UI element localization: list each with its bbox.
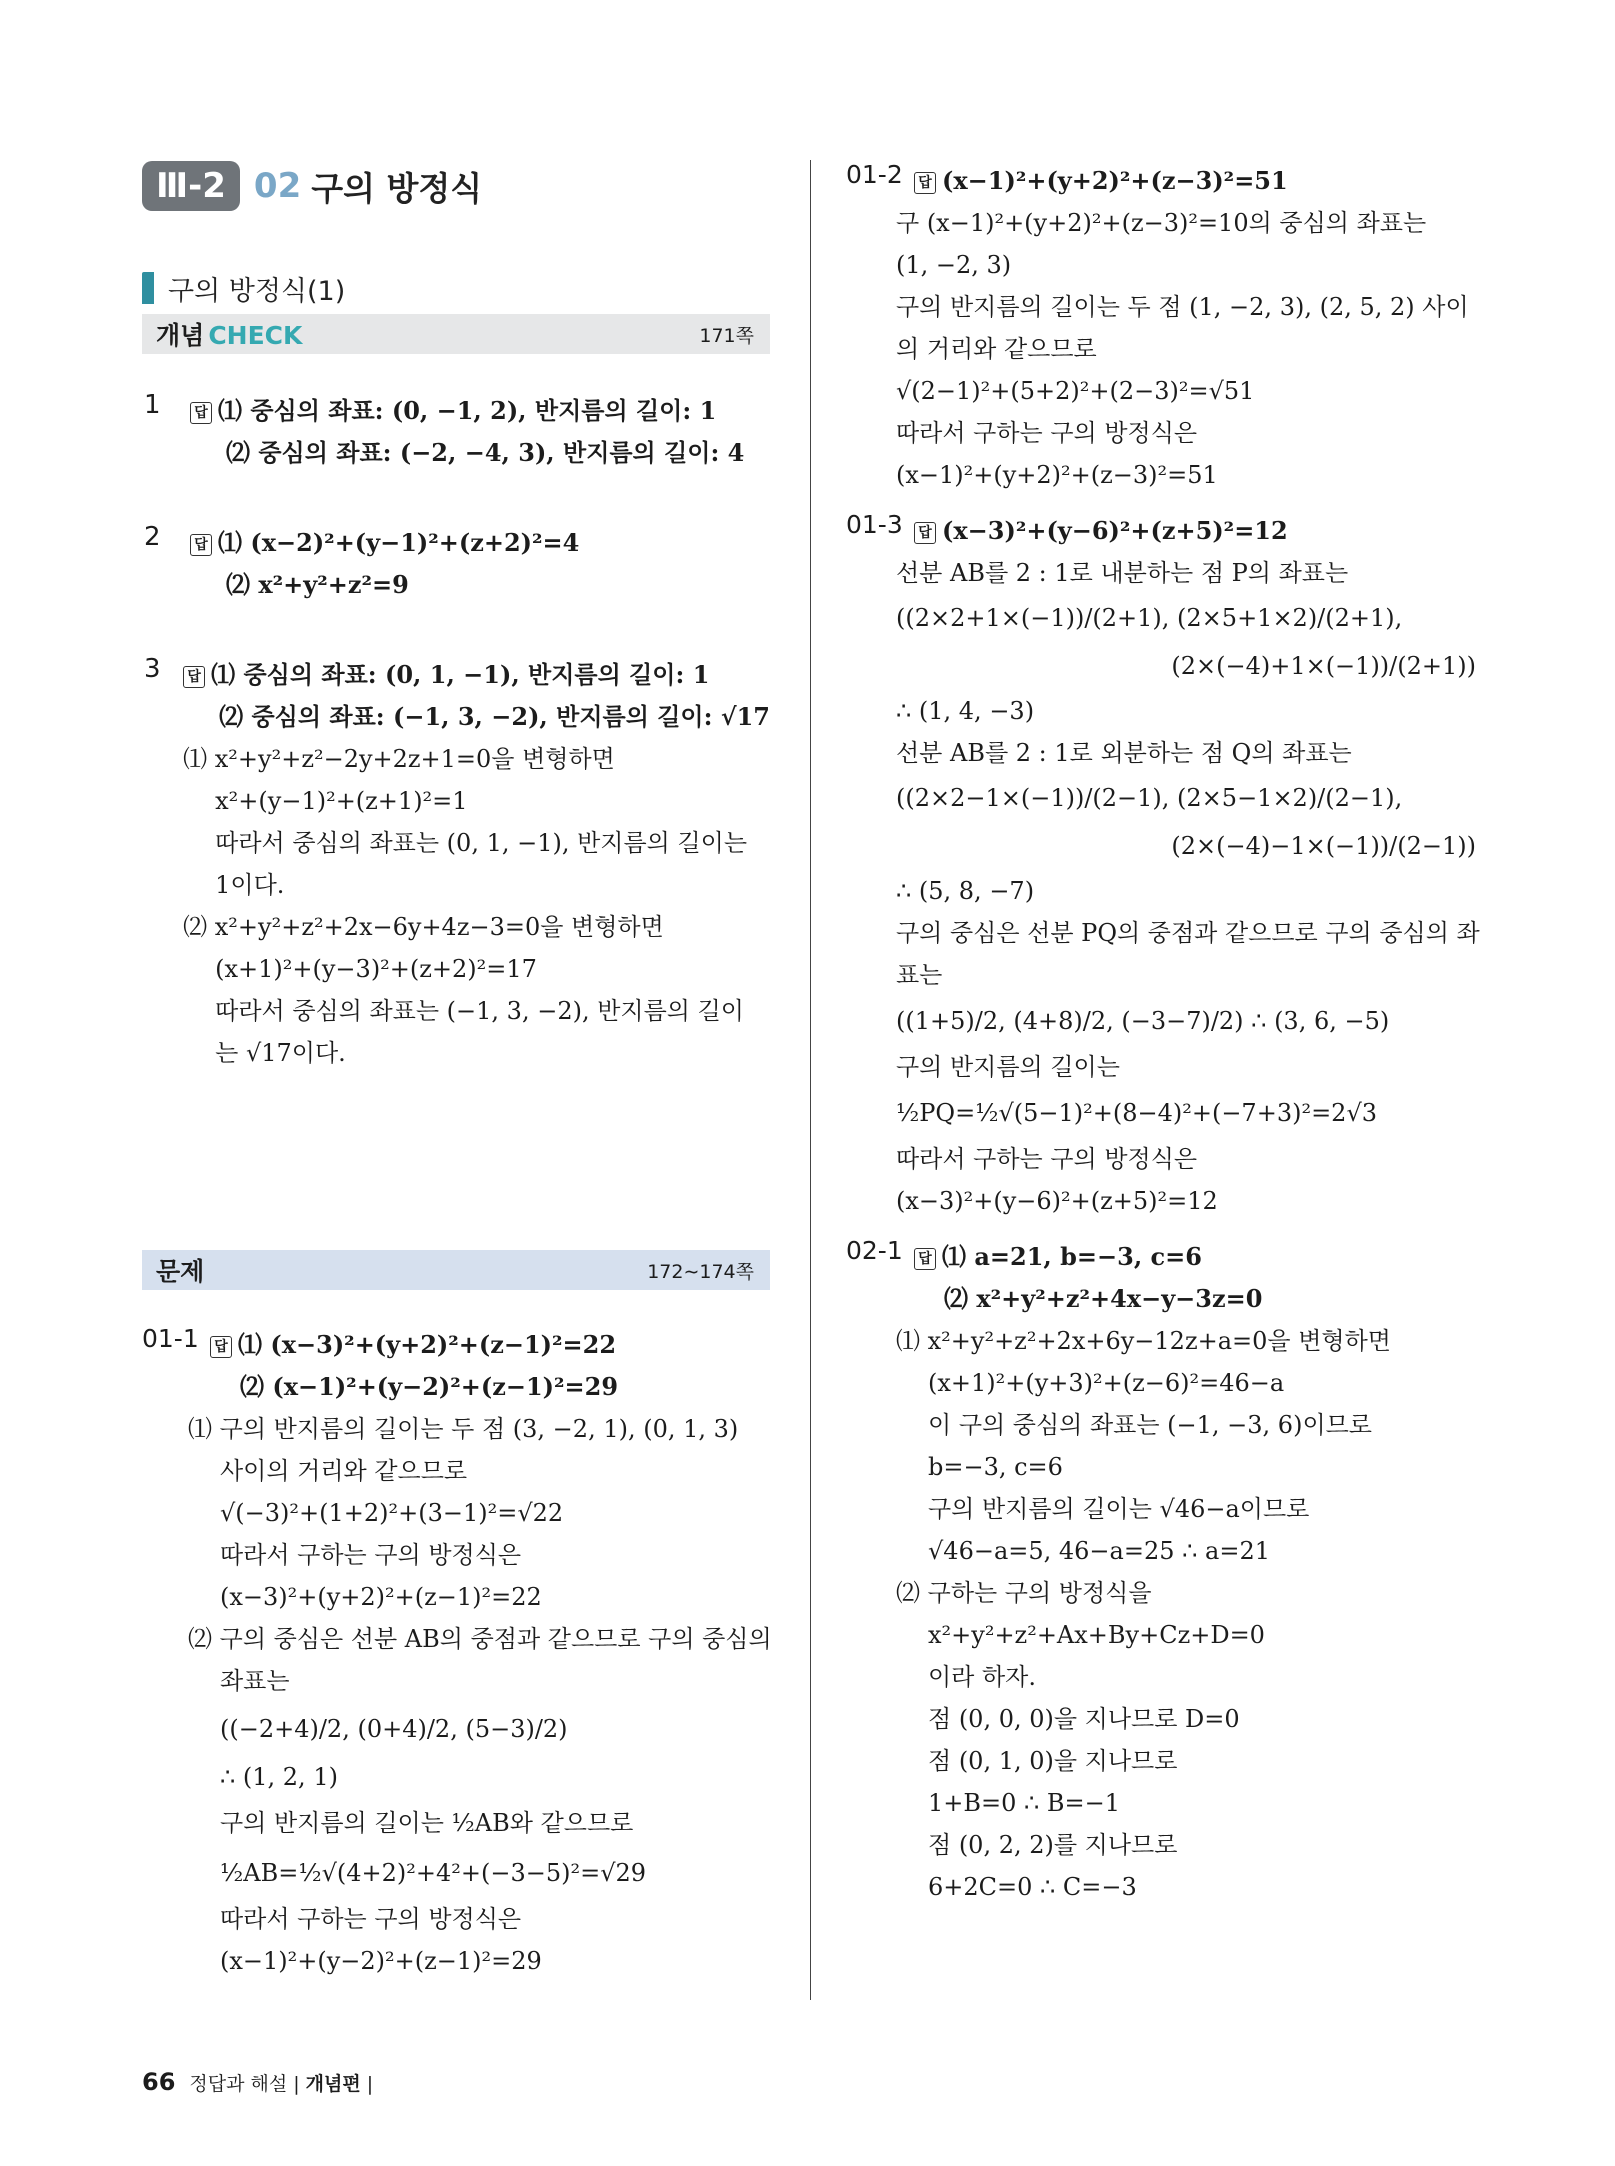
concept-number: 3 [144, 654, 161, 684]
left-column [142, 160, 770, 1982]
explanation-line: 따라서 중심의 좌표는 (−1, 3, −2), 반지름의 길이 [215, 997, 744, 1025]
page-number: 66 [142, 2068, 176, 2096]
problem-number: 01-1 [142, 1324, 199, 1353]
answer-line: ⑵ (x−1)²+(y−2)²+(z−1)²=29 [240, 1372, 619, 1401]
explanation-line: 는 √17이다. [215, 1039, 346, 1067]
column-divider [810, 160, 811, 2000]
answer-line: ⑵ 중심의 좌표: (−2, −4, 3), 반지름의 길이: 4 [226, 438, 745, 467]
explanation-line: ((2×2−1×(−1))/(2−1), (2×5−1×2)/(2−1), [896, 784, 1403, 812]
section-title: 구의 방정식(1) [168, 275, 346, 307]
answer-line: ⑵ x²+y²+z²+4x−y−3z=0 [944, 1284, 1263, 1313]
book-part: 개념편 [305, 2073, 361, 2095]
answer-line: ⑴ (x−2)²+(y−1)²+(z+2)²=4 [218, 528, 580, 557]
concept-item-2 [142, 522, 770, 606]
problem-01-3-explanation [846, 552, 1480, 1222]
explanation-line: ⑵ x²+y²+z²+2x−6y+4z−3=0을 변형하면 [183, 913, 664, 941]
explanation-line: 이 구의 중심의 좌표는 (−1, −3, 6)이므로 [928, 1411, 1372, 1439]
problem-01-1-explanation [142, 1408, 770, 1982]
footer-separator: | [293, 2073, 300, 2095]
answer-line: (x−1)²+(y+2)²+(z−3)²=51 [942, 166, 1288, 195]
explanation-line: ½PQ=½√(5−1)²+(8−4)²+(−7+3)²=2√3 [896, 1099, 1378, 1127]
explanation-line: ½AB=½√(4+2)²+4²+(−3−5)²=√29 [220, 1859, 647, 1887]
answer-icon: 답 [914, 522, 936, 544]
explanation-line: 구의 반지름의 길이는 두 점 (1, −2, 3), (2, 5, 2) 사이 [896, 293, 1469, 321]
problem-number: 01-2 [846, 160, 903, 189]
answer-icon: 답 [210, 1336, 232, 1358]
problem-02-1-explanation [846, 1320, 1476, 1908]
explanation-line: ⑴ 구의 반지름의 길이는 두 점 (3, −2, 1), (0, 1, 3) [188, 1415, 739, 1443]
explanation-line: (2×(−4)+1×(−1))/(2+1)) [1171, 652, 1476, 680]
problem-01-2 [846, 160, 1476, 202]
section-number-mark [142, 272, 154, 304]
explanation-line: 표는 [896, 961, 943, 989]
explanation-line: ⑵ 구하는 구의 방정식을 [896, 1579, 1152, 1607]
explanation-line: ⑴ x²+y²+z²−2y+2z+1=0을 변형하면 [183, 745, 615, 773]
explanation-line: 점 (0, 0, 0)을 지나므로 D=0 [928, 1705, 1240, 1733]
explanation-line: 좌표는 [220, 1667, 290, 1695]
concept-label: 개념 [156, 321, 205, 350]
explanation-line: 구의 반지름의 길이는 ½AB와 같으므로 [220, 1809, 634, 1837]
explanation-line: 점 (0, 1, 0)을 지나므로 [928, 1747, 1178, 1775]
explanation-line: ((−2+4)/2, (0+4)/2, (5−3)/2) [220, 1715, 568, 1743]
explanation-line: 따라서 구하는 구의 방정식은 [220, 1905, 522, 1933]
explanation-line: ⑵ 구의 중심은 선분 AB의 중점과 같으므로 구의 중심의 [188, 1625, 772, 1653]
answer-icon: 답 [190, 402, 212, 424]
chapter-title: 구의 방정식 [311, 168, 483, 208]
explanation-line: 이라 하자. [928, 1663, 1036, 1691]
problem-01-2-explanation [846, 202, 1476, 496]
chapter-number: 02 [253, 166, 302, 206]
page-footer [142, 2068, 379, 2096]
problem-01-3 [846, 510, 1476, 552]
concept-page-ref: 171쪽 [699, 324, 754, 347]
explanation-line: 구의 반지름의 길이는 √46−a이므로 [928, 1495, 1310, 1523]
explanation-line: (x−3)²+(y+2)²+(z−1)²=22 [220, 1583, 542, 1611]
explanation-line: x²+y²+z²+Ax+By+Cz+D=0 [928, 1621, 1265, 1649]
check-label: CHECK [208, 321, 303, 350]
concept-item-3 [142, 654, 770, 1074]
explanation-line: x²+(y−1)²+(z+1)²=1 [215, 787, 468, 815]
explanation-line: 따라서 구하는 구의 방정식은 [896, 1145, 1198, 1173]
explanation-line: √46−a=5, 46−a=25 ∴ a=21 [928, 1537, 1270, 1565]
problem-01-1 [142, 1324, 770, 1408]
explanation-line: (x+1)²+(y+3)²+(z−6)²=46−a [928, 1369, 1285, 1397]
problem-number: 02-1 [846, 1236, 903, 1265]
concept-item-1 [142, 390, 770, 474]
footer-separator: | [366, 2073, 374, 2095]
explanation-line: (1, −2, 3) [896, 251, 1012, 279]
answer-icon: 답 [190, 534, 212, 556]
answer-line: (x−3)²+(y−6)²+(z+5)²=12 [942, 516, 1288, 545]
problem-02-1 [846, 1236, 1476, 1320]
explanation-line: √(−3)²+(1+2)²+(3−1)²=√22 [220, 1499, 564, 1527]
concept-number: 1 [144, 390, 161, 420]
answer-line: ⑴ 중심의 좌표: (0, −1, 2), 반지름의 길이: 1 [218, 396, 717, 425]
answer-line: ⑴ a=21, b=−3, c=6 [942, 1242, 1202, 1271]
explanation-line: 따라서 중심의 좌표는 (0, 1, −1), 반지름의 길이는 [215, 829, 748, 857]
section-heading [142, 270, 770, 306]
explanation-line: 따라서 구하는 구의 방정식은 [220, 1541, 522, 1569]
explanation-line: 1이다. [215, 871, 285, 899]
explanation-line: 선분 AB를 2 : 1로 외분하는 점 Q의 좌표는 [896, 739, 1352, 767]
problem-label: 문제 [156, 1257, 205, 1286]
answer-line: ⑴ 중심의 좌표: (0, 1, −1), 반지름의 길이: 1 [211, 660, 710, 689]
answer-line: ⑵ 중심의 좌표: (−1, 3, −2), 반지름의 길이: √17 [219, 702, 770, 731]
explanation-line: ∴ (5, 8, −7) [896, 877, 1035, 905]
explanation-line: 구의 중심은 선분 PQ의 중점과 같으므로 구의 중심의 좌 [896, 919, 1480, 947]
explanation-line: (x−1)²+(y−2)²+(z−1)²=29 [220, 1947, 542, 1975]
explanation-line: b=−3, c=6 [928, 1453, 1063, 1481]
answer-icon: 답 [183, 666, 205, 688]
explanation-line: 6+2C=0 ∴ C=−3 [928, 1873, 1137, 1901]
problem-number: 01-3 [846, 510, 903, 539]
explanation-line: 구 (x−1)²+(y+2)²+(z−3)²=10의 중심의 좌표는 [896, 209, 1427, 237]
explanation-line: ⑴ x²+y²+z²+2x+6y−12z+a=0을 변형하면 [896, 1327, 1391, 1355]
answer-icon: 답 [914, 172, 936, 194]
problem-page-ref: 172∼174쪽 [647, 1260, 754, 1283]
chapter-header [142, 160, 770, 212]
concept-check-bar [142, 314, 770, 354]
explanation-line: (x+1)²+(y−3)²+(z+2)²=17 [215, 955, 537, 983]
concept-number: 2 [144, 522, 161, 552]
chapter-badge: Ⅲ-2 [142, 161, 240, 211]
right-column [846, 160, 1480, 1908]
answer-line: ⑴ (x−3)²+(y+2)²+(z−1)²=22 [238, 1330, 617, 1359]
explanation-line: 사이의 거리와 같으므로 [220, 1457, 468, 1485]
answer-line: ⑵ x²+y²+z²=9 [226, 570, 409, 599]
explanation-line: 따라서 구하는 구의 방정식은 [896, 419, 1198, 447]
explanation-line: 선분 AB를 2 : 1로 내분하는 점 P의 좌표는 [896, 559, 1349, 587]
explanation-line: ∴ (1, 4, −3) [896, 697, 1035, 725]
explanation-line: 점 (0, 2, 2)를 지나므로 [928, 1831, 1178, 1859]
explanation-line: ∴ (1, 2, 1) [220, 1763, 338, 1791]
explanation-line: ((1+5)/2, (4+8)/2, (−3−7)/2) ∴ (3, 6, −5) [896, 1007, 1390, 1035]
answer-icon: 답 [914, 1248, 936, 1270]
explanation-line: 의 거리와 같으므로 [896, 335, 1097, 363]
problem-bar [142, 1250, 770, 1290]
book-name: 정답과 해설 [189, 2073, 288, 2095]
explanation-line: 구의 반지름의 길이는 [896, 1053, 1120, 1081]
explanation-line: ((2×2+1×(−1))/(2+1), (2×5+1×2)/(2+1), [896, 604, 1403, 632]
explanation-line: (2×(−4)−1×(−1))/(2−1)) [1171, 832, 1476, 860]
explanation-line: (x−3)²+(y−6)²+(z+5)²=12 [896, 1187, 1218, 1215]
explanation-line: 1+B=0 ∴ B=−1 [928, 1789, 1121, 1817]
explanation-line: √(2−1)²+(5+2)²+(2−3)²=√51 [896, 377, 1255, 405]
explanation-line: (x−1)²+(y+2)²+(z−3)²=51 [896, 461, 1218, 489]
